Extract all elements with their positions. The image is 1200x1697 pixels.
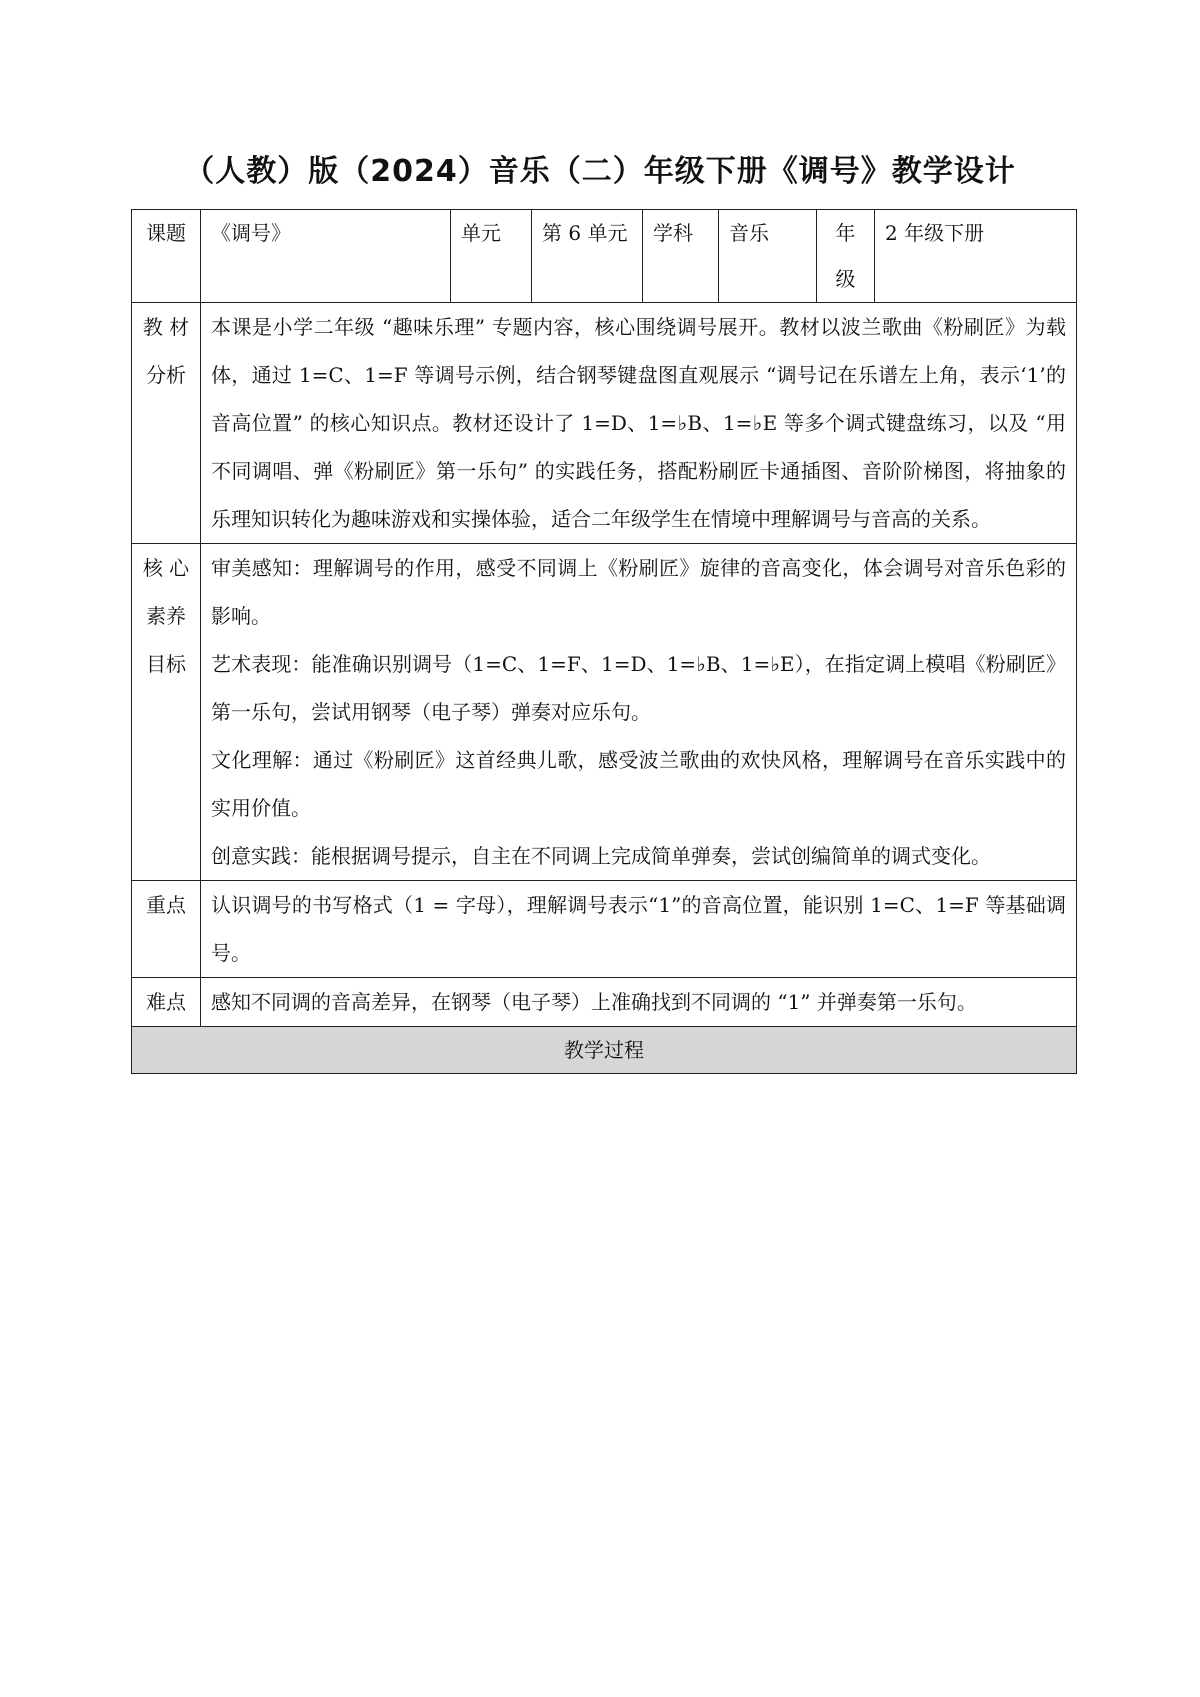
unit-label: 单元 <box>451 210 532 303</box>
page-title: （人教）版（2024）音乐（二）年级下册《调号》教学设计 <box>184 154 1016 189</box>
goals-label <box>132 544 201 881</box>
subject-value: 音乐 <box>719 210 817 303</box>
difficulty-label: 难点 <box>132 978 201 1027</box>
header-row <box>132 210 1077 303</box>
grade-label: 年级 <box>817 210 875 303</box>
difficulty-text: 感知不同调的音高差异，在钢琴（电子琴）上准确找到不同调的 “1” 并弹奏第一乐句。 <box>201 978 1077 1027</box>
analysis-row <box>132 303 1077 544</box>
process-row <box>132 1027 1077 1074</box>
goals-label-line1: 核 心 <box>142 556 190 580</box>
goal-creative: 创意实践：能根据调号提示，自主在不同调上完成简单弹奏，尝试创编简单的调式变化。 <box>211 844 991 868</box>
process-header: 教学过程 <box>132 1027 1077 1074</box>
key-point-text: 认识调号的书写格式（1 = 字母），理解调号表示“1”的音高位置，能识别 1=C、1=F 等基础调号。 <box>201 881 1077 978</box>
goals-label-line2: 素养 <box>146 604 186 628</box>
goals-content <box>201 544 1077 881</box>
key-point-row <box>132 881 1077 978</box>
goal-cultural: 文化理解：通过《粉刷匠》这首经典儿歌，感受波兰歌曲的欢快风格，理解调号在音乐实践中的实用价值。 <box>211 748 1066 820</box>
analysis-label <box>132 303 201 544</box>
analysis-text: 本课是小学二年级 “趣味乐理” 专题内容，核心围绕调号展开。教材以波兰歌曲《粉刷匠》为载体，通过 1=C、1=F 等调号示例，结合钢琴键盘图直观展示 “调号记在乐谱左上角，表示‘1’的音高位置” 的核心知识点。教材还设计了 1=D、1=♭B、1=♭E 等多个调式键盘练习，以及 “用不同调唱、弹《粉刷匠》第一乐句” 的实践任务，搭配粉刷匠卡通插图、音阶阶梯图，将抽象的乐理知识转化为趣味游戏和实操体验，适合二年级学生在情境中理解调号与音高的关系。 <box>201 303 1077 544</box>
subject-label: 学科 <box>643 210 719 303</box>
goals-row <box>132 544 1077 881</box>
goals-label-line3: 目标 <box>146 652 186 676</box>
goal-artistic: 艺术表现：能准确识别调号（1=C、1=F、1=D、1=♭B、1=♭E），在指定调上模唱《粉刷匠》第一乐句，尝试用钢琴（电子琴）弹奏对应乐句。 <box>211 652 1066 724</box>
lesson-plan-table <box>131 209 1077 1074</box>
topic-label: 课题 <box>132 210 201 303</box>
grade-value: 2 年级下册 <box>875 210 1077 303</box>
difficulty-row <box>132 978 1077 1027</box>
key-point-label: 重点 <box>132 881 201 978</box>
analysis-label-line1: 教 材 <box>142 315 190 339</box>
topic-value: 《调号》 <box>201 210 451 303</box>
unit-value: 第 6 单元 <box>532 210 643 303</box>
analysis-label-line2: 分析 <box>146 363 186 387</box>
goal-aesthetic: 审美感知：理解调号的作用，感受不同调上《粉刷匠》旋律的音高变化，体会调号对音乐色彩的影响。 <box>211 556 1066 628</box>
